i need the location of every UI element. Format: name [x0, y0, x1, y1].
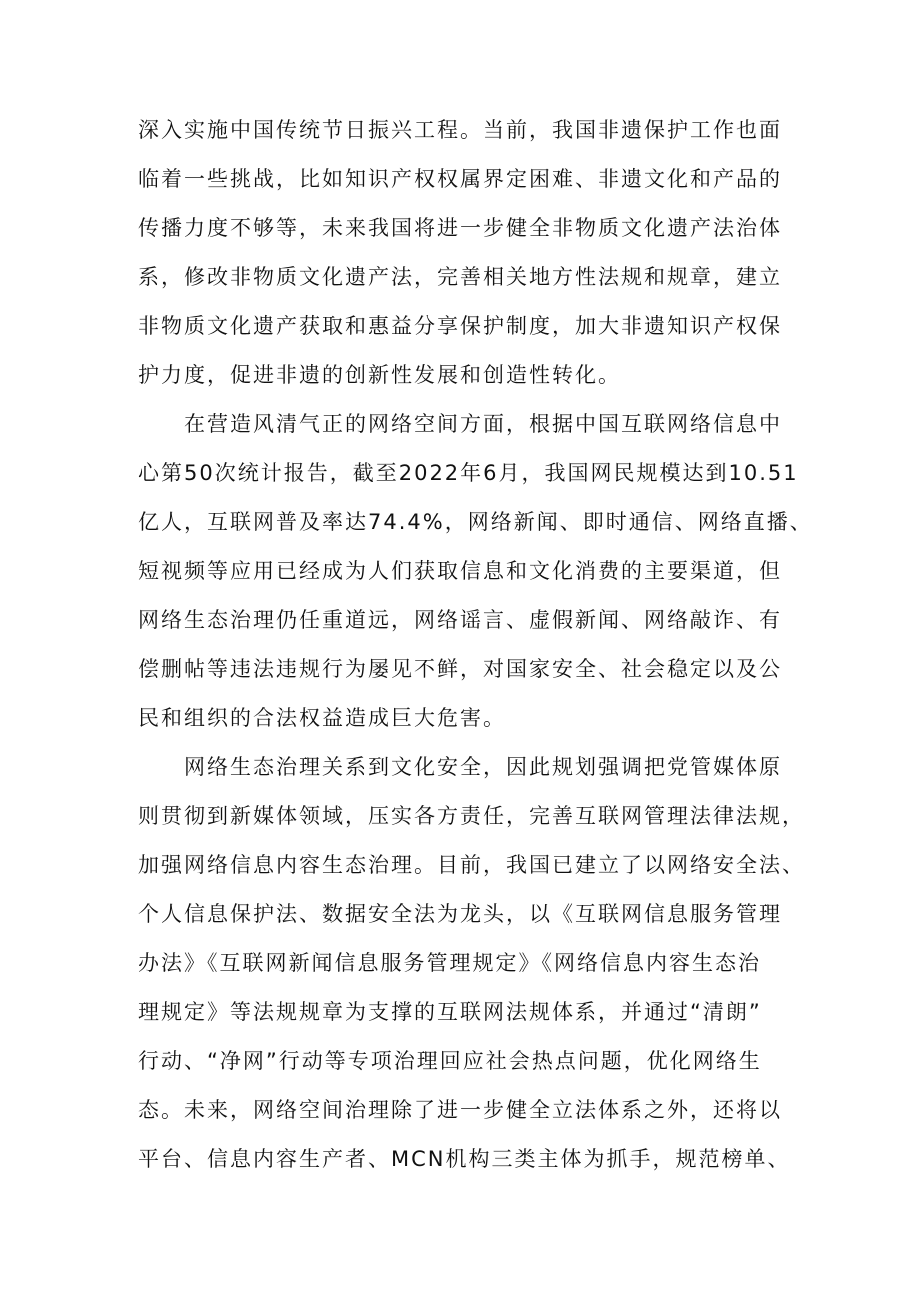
- paragraph-2: [138, 400, 813, 743]
- text-line: 短视频等应用已经成为人们获取信息和文化消费的主要渠道，但: [138, 559, 782, 583]
- text-line: 深入实施中国传统节日振兴工程。当前，我国非遗保护工作也面: [138, 118, 782, 142]
- text-line: 民和组织的合法权益造成巨大危害。: [138, 706, 506, 730]
- text-line: 心第50次统计报告，截至2022年6月，我国网民规模达到10.51: [138, 461, 799, 485]
- text-line: 办法》《互联网新闻信息服务管理规定》《网络信息内容生态治: [138, 951, 761, 975]
- text-line: 行动、“净网”行动等专项治理回应社会热点问题，优化网络生: [138, 1049, 762, 1073]
- text-line: 个人信息保护法、数据安全法为龙头，以《互联网信息服务管理: [138, 902, 782, 926]
- text-line: 传播力度不够等，未来我国将进一步健全非物质文化遗产法治体: [138, 216, 782, 240]
- paragraph-1: [138, 106, 798, 400]
- text-line: 加强网络信息内容生态治理。目前，我国已建立了以网络安全法、: [138, 853, 805, 877]
- text-line: 网络生态治理关系到文化安全，因此规划强调把党管媒体原: [184, 755, 782, 779]
- text-line: 态。未来，网络空间治理除了进一步健全立法体系之外，还将以: [138, 1098, 782, 1122]
- document-body: [138, 106, 813, 1184]
- text-line: 偿删帖等违法违规行为屡见不鲜，对国家安全、社会稳定以及公: [138, 657, 782, 681]
- text-line: 临着一些挑战，比如知识产权权属界定困难、非遗文化和产品的: [138, 167, 782, 191]
- text-line: 系，修改非物质文化遗产法，完善相关地方性法规和规章，建立: [138, 265, 782, 289]
- text-line: 亿人，互联网普及率达74.4%，网络新闻、即时通信、网络直播、: [138, 510, 813, 534]
- paragraph-3: [138, 743, 805, 1184]
- text-line: 网络生态治理仍任重道远，网络谣言、虚假新闻、网络敲诈、有: [138, 608, 782, 632]
- text-line: 护力度，促进非遗的创新性发展和创造性转化。: [138, 363, 621, 387]
- text-line: 非物质文化遗产获取和惠益分享保护制度，加大非遗知识产权保: [138, 314, 782, 338]
- text-line: 在营造风清气正的网络空间方面，根据中国互联网络信息中: [184, 412, 782, 436]
- text-line: 理规定》等法规规章为支撑的互联网法规体系，并通过“清朗”: [138, 1000, 762, 1024]
- text-line: 则贯彻到新媒体领域，压实各方责任，完善互联网管理法律法规，: [138, 804, 805, 828]
- text-line: 平台、信息内容生产者、MCN机构三类主体为抓手，规范榜单、: [138, 1147, 791, 1171]
